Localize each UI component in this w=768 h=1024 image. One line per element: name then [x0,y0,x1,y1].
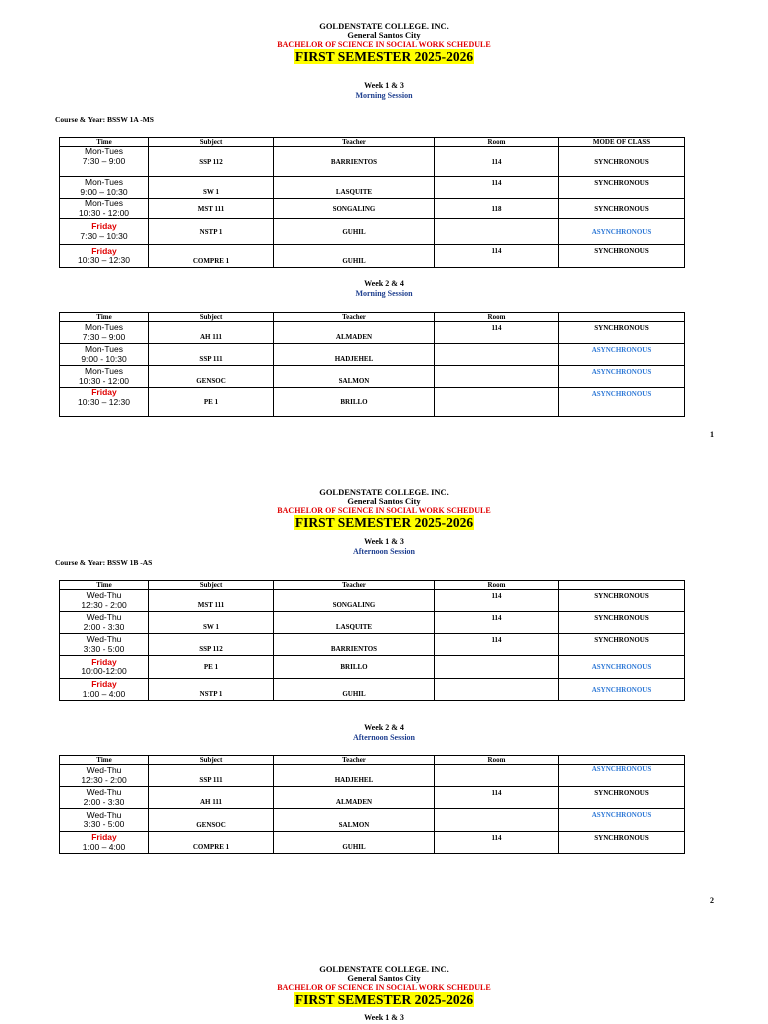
teacher-cell: GUHIL [274,832,435,854]
col-header-mode [559,581,685,590]
college-name: GOLDENSTATE COLLEGE. INC. [319,487,449,497]
col-header-room: Room [435,756,559,765]
program-title: BACHELOR OF SCIENCE IN SOCIAL WORK SCHEDULE [277,506,491,515]
time-cell: Mon-Tues 9:00 – 10:30 [60,177,149,199]
room-cell: 114 [435,634,559,656]
time-cell: Mon-Tues 7:30 – 9:00 [60,147,149,177]
time-cell: Friday 1:00 – 4:00 [60,832,149,854]
subject-cell: SW 1 [149,177,274,199]
document-header [0,488,768,531]
subject-cell: SSP 112 [149,147,274,177]
teacher-cell: BARRIENTOS [274,147,435,177]
subject-cell: GENSOC [149,809,274,832]
subject-cell: SW 1 [149,612,274,634]
mode-cell: SYNCHRONOUS [559,634,685,656]
mode-cell: ASYNCHRONOUS [559,809,685,832]
col-header-subject: Subject [149,313,274,322]
schedule-table [59,755,685,854]
mode-cell: ASYNCHRONOUS [559,679,685,701]
room-cell: 114 [435,832,559,854]
table-row [60,634,685,656]
teacher-cell: HADJEHEL [274,765,435,787]
session-label: Morning Session [355,91,413,100]
teacher-cell: SALMON [274,809,435,832]
mode-cell: ASYNCHRONOUS [559,366,685,388]
time-cell: Mon-Tues 7:30 – 9:00 [60,322,149,344]
col-header-time: Time [60,581,149,590]
time-cell: Mon-Tues 9:00 - 10:30 [60,344,149,366]
week-label: Week 1 & 3 [364,1013,404,1022]
col-header-subject: Subject [149,581,274,590]
week-label: Week 1 & 3 [364,81,404,90]
course-year-label: Course & Year: BSSW 1A -MS [55,115,154,124]
program-title: BACHELOR OF SCIENCE IN SOCIAL WORK SCHEDULE [277,40,491,49]
program-title: BACHELOR OF SCIENCE IN SOCIAL WORK SCHEDULE [277,983,491,992]
table-row [60,322,685,344]
teacher-cell: SALMON [274,366,435,388]
col-header-time: Time [60,138,149,147]
page-number: 1 [710,430,714,439]
subject-cell: MST 111 [149,590,274,612]
room-cell [435,219,559,245]
time-cell: Wed-Thu 12:30 - 2:00 [60,590,149,612]
college-city: General Santos City [347,496,421,506]
page-number: 2 [710,896,714,905]
time-cell: Wed-Thu 2:00 - 3:30 [60,612,149,634]
room-cell: 114 [435,612,559,634]
session-label: Afternoon Session [352,733,415,742]
mode-cell: SYNCHRONOUS [559,147,685,177]
room-cell [435,656,559,679]
college-city: General Santos City [347,973,421,983]
col-header-teacher: Teacher [274,581,435,590]
semester-title: FIRST SEMESTER 2025-2026 [294,515,474,530]
subject-cell: SSP 112 [149,634,274,656]
col-header-mode: MODE OF CLASS [559,138,685,147]
subject-cell: AH 111 [149,787,274,809]
time-cell: Friday 10:30 – 12:30 [60,245,149,268]
subject-cell: GENSOC [149,366,274,388]
room-cell [435,344,559,366]
mode-cell: SYNCHRONOUS [559,177,685,199]
time-cell: Wed-Thu 3:30 - 5:00 [60,809,149,832]
col-header-room: Room [435,581,559,590]
table-row [60,765,685,787]
table-row [60,177,685,199]
teacher-cell: HADJEHEL [274,344,435,366]
subject-cell: COMPRE 1 [149,245,274,268]
table-row [60,809,685,832]
subject-cell: PE 1 [149,656,274,679]
session-label: Morning Session [355,289,413,298]
document-header [0,22,768,65]
session-label: Afternoon Session [352,547,415,556]
teacher-cell: SONGALING [274,199,435,219]
room-cell [435,765,559,787]
week-label: Week 1 & 3 [364,537,404,546]
schedule-table [59,312,685,417]
mode-cell: ASYNCHRONOUS [559,344,685,366]
room-cell: 118 [435,199,559,219]
room-cell: 114 [435,245,559,268]
col-header-time: Time [60,756,149,765]
time-cell: Friday 7:30 – 10:30 [60,219,149,245]
col-header-teacher: Teacher [274,138,435,147]
table-row [60,245,685,268]
col-header-mode [559,313,685,322]
week-label: Week 2 & 4 [364,723,404,732]
table-row [60,679,685,701]
table-row [60,366,685,388]
col-header-teacher: Teacher [274,756,435,765]
table-row [60,832,685,854]
subject-cell: COMPRE 1 [149,832,274,854]
time-cell: Friday 10:30 – 12:30 [60,388,149,417]
mode-cell: SYNCHRONOUS [559,612,685,634]
time-cell: Wed-Thu 3:30 - 5:00 [60,634,149,656]
col-header-mode [559,756,685,765]
subject-cell: SSP 111 [149,765,274,787]
subject-cell: NSTP 1 [149,679,274,701]
table-row [60,656,685,679]
mode-cell: SYNCHRONOUS [559,590,685,612]
subject-cell: PE 1 [149,388,274,417]
col-header-time: Time [60,313,149,322]
room-cell: 114 [435,787,559,809]
time-cell: Mon-Tues 10:30 - 12:00 [60,366,149,388]
table-row [60,199,685,219]
room-cell [435,679,559,701]
course-year-label: Course & Year: BSSW 1B -AS [55,558,153,567]
col-header-subject: Subject [149,138,274,147]
col-header-room: Room [435,313,559,322]
room-cell [435,366,559,388]
time-cell: Wed-Thu 12:30 - 2:00 [60,765,149,787]
room-cell: 114 [435,177,559,199]
semester-title: FIRST SEMESTER 2025-2026 [294,49,474,64]
teacher-cell: LASQUITE [274,177,435,199]
mode-cell: SYNCHRONOUS [559,787,685,809]
mode-cell: SYNCHRONOUS [559,322,685,344]
teacher-cell: GUHIL [274,219,435,245]
semester-title: FIRST SEMESTER 2025-2026 [294,992,474,1007]
subject-cell: NSTP 1 [149,219,274,245]
subject-cell: MST 111 [149,199,274,219]
time-cell: Mon-Tues 10:30 - 12:00 [60,199,149,219]
teacher-cell: LASQUITE [274,612,435,634]
mode-cell: SYNCHRONOUS [559,199,685,219]
mode-cell: SYNCHRONOUS [559,245,685,268]
room-cell: 114 [435,590,559,612]
college-city: General Santos City [347,30,421,40]
time-cell: Friday 10:00-12:00 [60,656,149,679]
teacher-cell: SONGALING [274,590,435,612]
teacher-cell: ALMADEN [274,322,435,344]
document-header [0,965,768,1008]
schedule-table [59,137,685,268]
table-row [60,612,685,634]
time-cell: Wed-Thu 2:00 - 3:30 [60,787,149,809]
college-name: GOLDENSTATE COLLEGE. INC. [319,964,449,974]
room-cell [435,809,559,832]
room-cell: 114 [435,147,559,177]
col-header-teacher: Teacher [274,313,435,322]
schedule-table [59,580,685,701]
table-row [60,219,685,245]
table-row [60,590,685,612]
mode-cell: ASYNCHRONOUS [559,765,685,787]
room-cell: 114 [435,322,559,344]
table-row [60,388,685,417]
mode-cell: ASYNCHRONOUS [559,219,685,245]
mode-cell: ASYNCHRONOUS [559,656,685,679]
teacher-cell: BRILLO [274,656,435,679]
week-label: Week 2 & 4 [364,279,404,288]
room-cell [435,388,559,417]
college-name: GOLDENSTATE COLLEGE. INC. [319,21,449,31]
teacher-cell: BRILLO [274,388,435,417]
time-cell: Friday 1:00 – 4:00 [60,679,149,701]
mode-cell: ASYNCHRONOUS [559,388,685,417]
teacher-cell: ALMADEN [274,787,435,809]
subject-cell: SSP 111 [149,344,274,366]
teacher-cell: BARRIENTOS [274,634,435,656]
teacher-cell: GUHIL [274,245,435,268]
table-row [60,344,685,366]
mode-cell: SYNCHRONOUS [559,832,685,854]
teacher-cell: GUHIL [274,679,435,701]
col-header-room: Room [435,138,559,147]
col-header-subject: Subject [149,756,274,765]
table-row [60,787,685,809]
table-row [60,147,685,177]
subject-cell: AH 111 [149,322,274,344]
